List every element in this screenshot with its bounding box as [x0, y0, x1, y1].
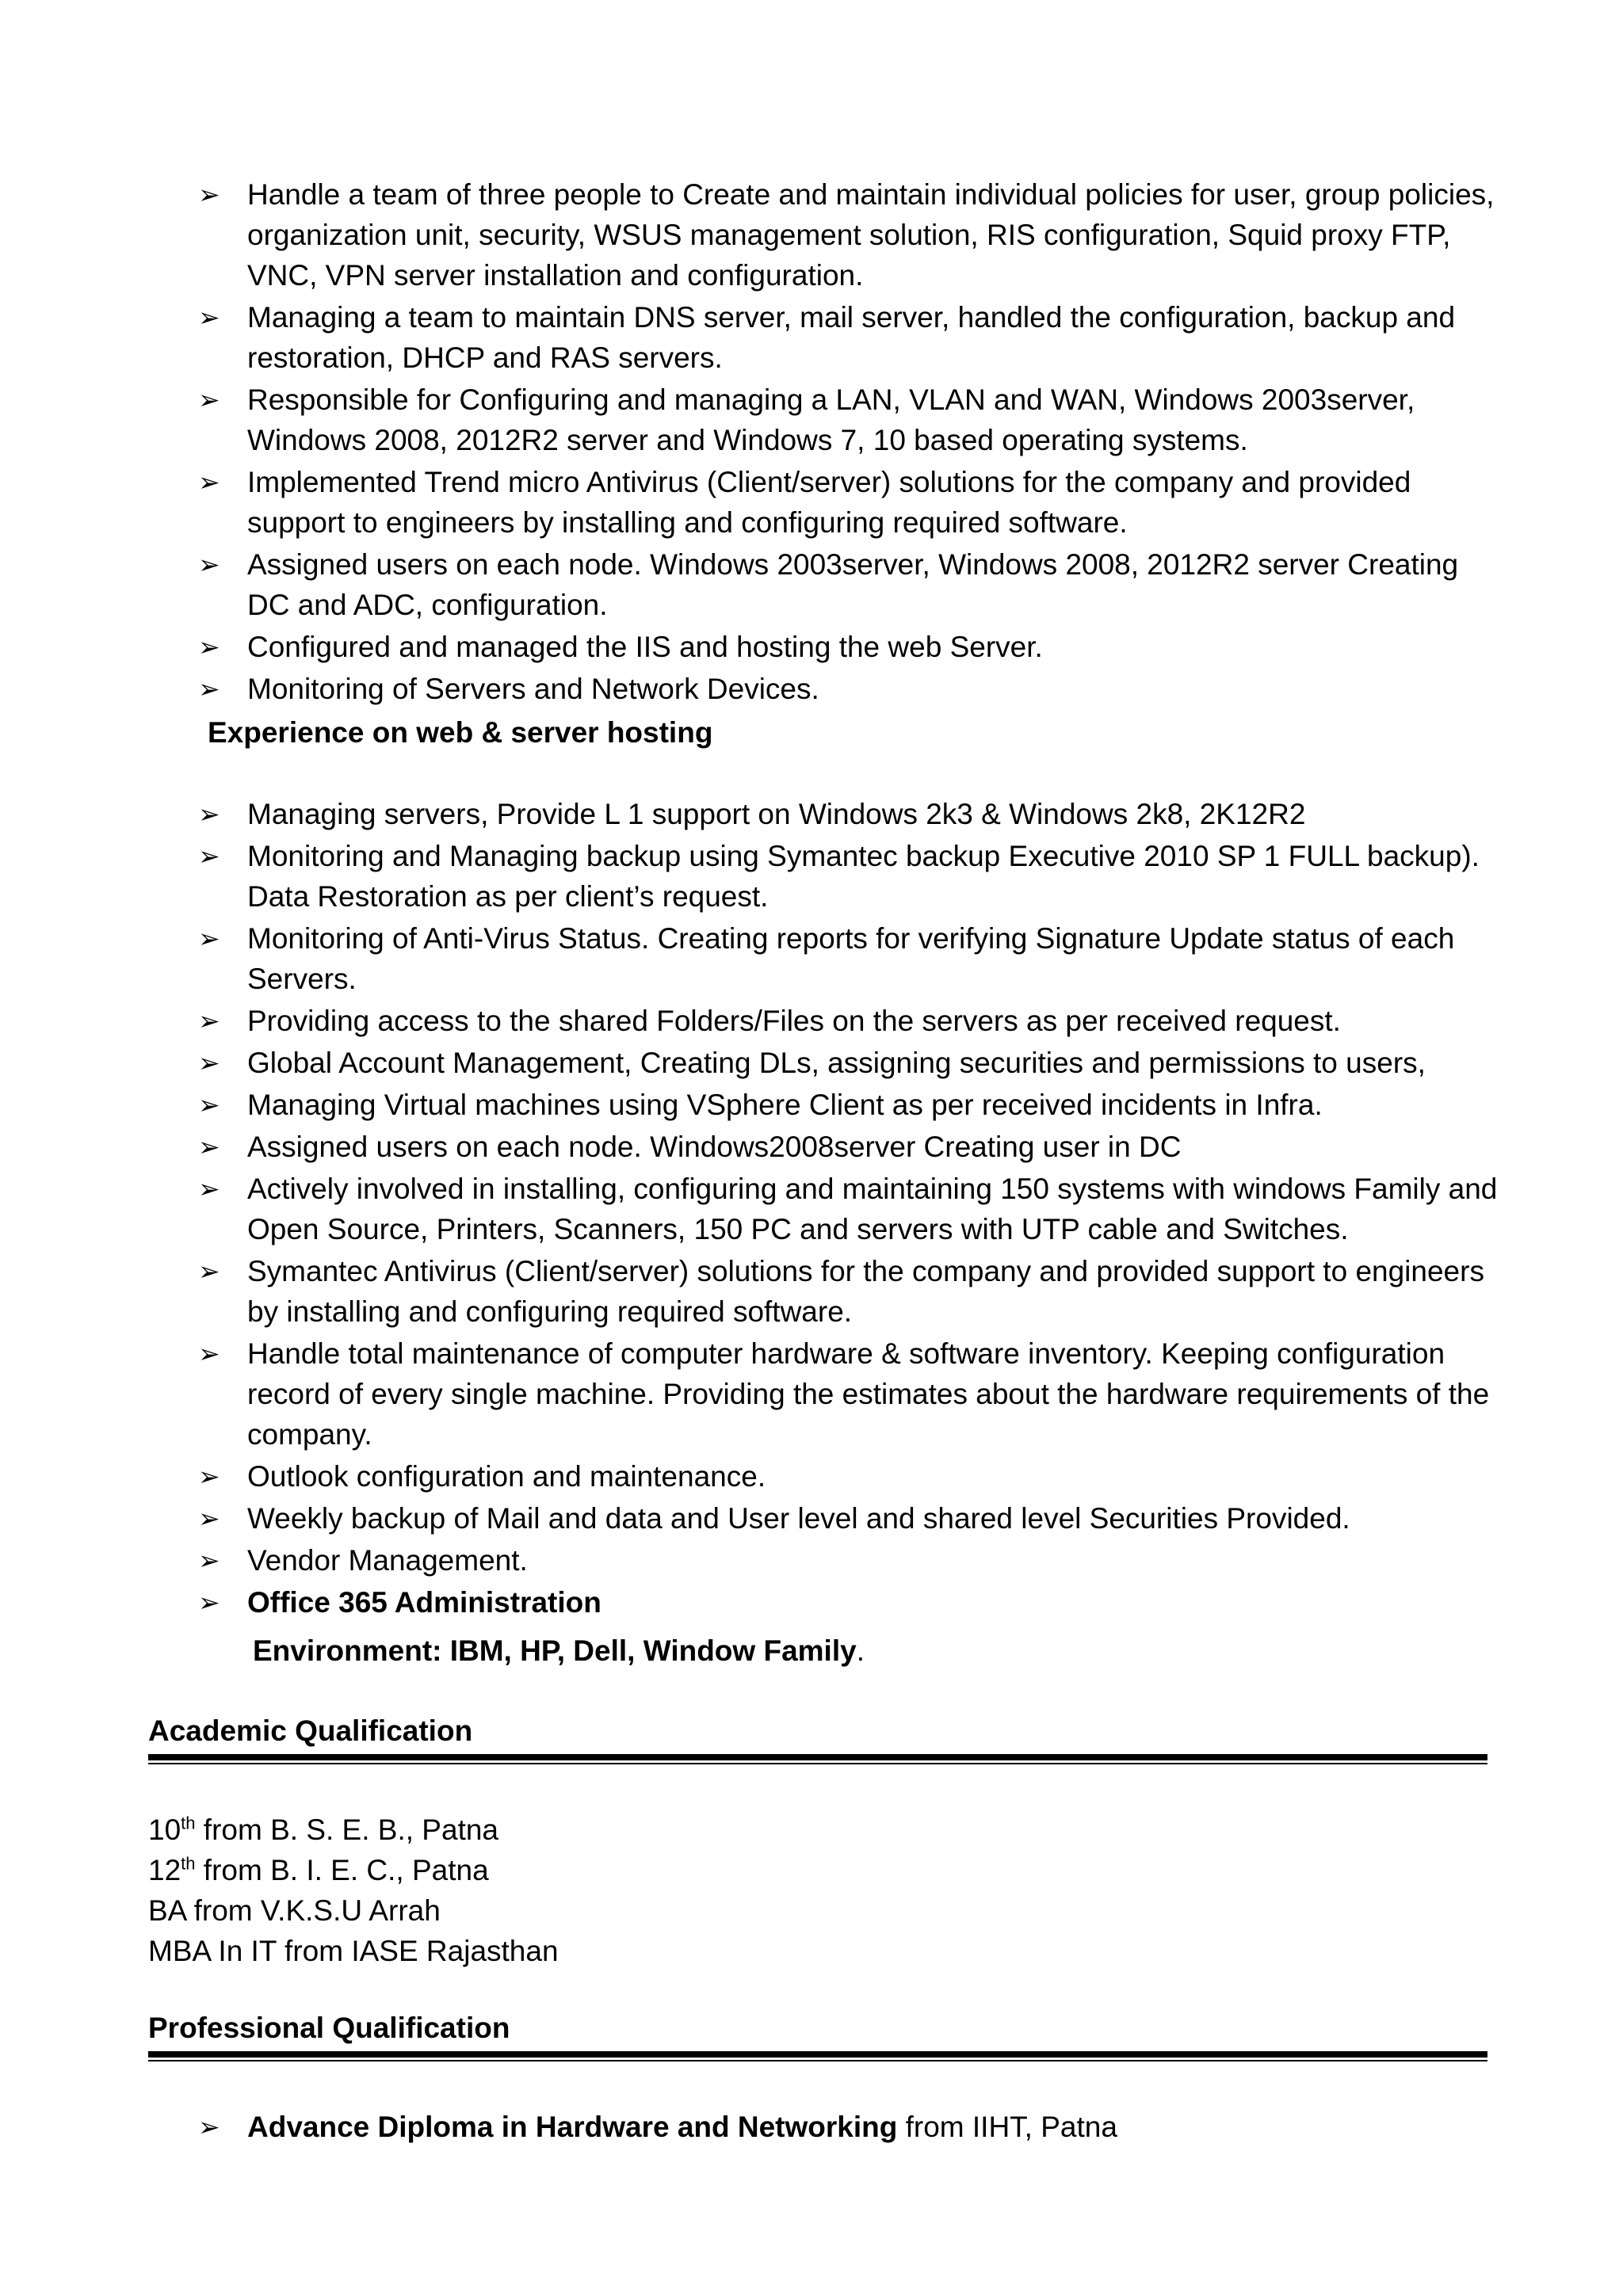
- list-item: [198, 1169, 1498, 1249]
- list-item: [148, 1850, 559, 1890]
- list-item: [198, 669, 1498, 709]
- qualification-prefix: MBA In IT from IASE Rajasthan: [148, 1935, 559, 1967]
- web-hosting-bullet-list: [198, 794, 1498, 1624]
- list-item: [148, 1890, 559, 1931]
- list-item: [198, 1456, 1498, 1497]
- arrow-bullet-icon: ➢: [198, 1462, 220, 1491]
- list-item: [198, 1540, 1498, 1581]
- list-item: [198, 1498, 1498, 1539]
- diploma-institute: from IIHT, Patna: [897, 2111, 1117, 2143]
- list-item: [198, 1251, 1498, 1332]
- arrow-bullet-icon: ➢: [198, 1588, 220, 1617]
- diploma-name: Advance Diploma in Hardware and Networking: [247, 2111, 898, 2143]
- bullet-text: Weekly backup of Mail and data and User level and shared level Securities Provided.: [247, 1502, 1350, 1535]
- section-divider: [148, 1754, 1487, 1764]
- bullet-text: Assigned users on each node. Windows2008server Creating user in DC: [247, 1131, 1182, 1163]
- list-item: [198, 1085, 1498, 1125]
- arrow-bullet-icon: ➢: [198, 303, 220, 332]
- ordinal-suffix: th: [181, 1853, 196, 1874]
- academic-qualification-list: [148, 1810, 559, 1971]
- bullet-text: Monitoring of Servers and Network Devices.: [247, 673, 819, 705]
- professional-qualification-list: [198, 2107, 1498, 2149]
- arrow-bullet-icon: ➢: [198, 632, 220, 662]
- qualification-prefix: 12: [148, 1854, 181, 1886]
- arrow-bullet-icon: ➢: [198, 1504, 220, 1533]
- bullet-text: Office 365 Administration: [247, 1586, 601, 1619]
- arrow-bullet-icon: ➢: [198, 841, 220, 871]
- bullet-text: Vendor Management.: [247, 1544, 528, 1577]
- arrow-bullet-icon: ➢: [198, 2112, 220, 2142]
- arrow-bullet-icon: ➢: [198, 385, 220, 414]
- arrow-bullet-icon: ➢: [198, 1546, 220, 1575]
- bullet-text: Providing access to the shared Folders/Files on the servers as per received request.: [247, 1005, 1341, 1037]
- arrow-bullet-icon: ➢: [198, 1090, 220, 1119]
- arrow-bullet-icon: ➢: [198, 924, 220, 953]
- list-item: [198, 544, 1498, 625]
- bullet-text: Handle a team of three people to Create and maintain individual policies for user, group policies, organization unit, security, WSUS management solution, RIS configuration, Squid proxy FTP, VNC, VPN server installation and configuration.: [247, 178, 1495, 292]
- list-item: [148, 1810, 559, 1850]
- ordinal-suffix: th: [181, 1813, 196, 1833]
- environment-line: [253, 1630, 865, 1671]
- arrow-bullet-icon: ➢: [198, 1174, 220, 1203]
- professional-qualification-title: Professional Qualification: [148, 2012, 510, 2044]
- bullet-text: Actively involved in installing, configuring and maintaining 150 systems with windows Family and Open Source, Printers, Scanners, 150 PC and servers with UTP cable and Switches.: [247, 1173, 1498, 1245]
- section-divider: [148, 2051, 1487, 2061]
- arrow-bullet-icon: ➢: [198, 1048, 220, 1077]
- bullet-text: Configured and managed the IIS and hosting the web Server.: [247, 631, 1043, 663]
- list-item: [198, 918, 1498, 999]
- qualification-prefix: 10: [148, 1814, 181, 1846]
- list-item: [198, 462, 1498, 543]
- arrow-bullet-icon: ➢: [198, 180, 220, 209]
- arrow-bullet-icon: ➢: [198, 674, 220, 704]
- bullet-text: Handle total maintenance of computer hardware & software inventory. Keeping configuration record of every single machine. Providing the estimates about the hardware requirements of the company.: [247, 1337, 1490, 1451]
- bullet-text: Managing Virtual machines using VSphere Client as per received incidents in Infra.: [247, 1089, 1323, 1121]
- bullet-text: Symantec Antivirus (Client/server) solutions for the company and provided support to engineers by installing and configuring required software.: [247, 1255, 1484, 1328]
- arrow-bullet-icon: ➢: [198, 1132, 220, 1161]
- arrow-bullet-icon: ➢: [198, 1339, 220, 1368]
- qualification-text: from B. I. E. C., Patna: [195, 1854, 489, 1886]
- arrow-bullet-icon: ➢: [198, 467, 220, 497]
- list-item: [198, 174, 1498, 296]
- bullet-text: Responsible for Configuring and managing a LAN, VLAN and WAN, Windows 2003server, Windows 2008, 2012R2 server and Windows 7, 10 based operating systems.: [247, 383, 1415, 456]
- bullet-text: Monitoring and Managing backup using Symantec backup Executive 2010 SP 1 FULL backup). Data Restoration as per client’s request.: [247, 840, 1480, 913]
- bullet-text: Monitoring of Anti-Virus Status. Creating reports for verifying Signature Update status of each Servers.: [247, 922, 1455, 995]
- list-item: [198, 1333, 1498, 1455]
- web-hosting-heading: Experience on web & server hosting: [208, 716, 713, 749]
- bullet-text: Managing servers, Provide L 1 support on Windows 2k3 & Windows 2k8, 2K12R2: [247, 798, 1306, 830]
- list-item: [198, 297, 1498, 378]
- environment-period: .: [856, 1634, 865, 1667]
- arrow-bullet-icon: ➢: [198, 1257, 220, 1286]
- environment-text: Environment: IBM, HP, Dell, Window Family: [253, 1634, 857, 1667]
- list-item: [198, 1043, 1498, 1083]
- arrow-bullet-icon: ➢: [198, 1006, 220, 1035]
- academic-qualification-title: Academic Qualification: [148, 1714, 473, 1747]
- bullet-text: Outlook configuration and maintenance.: [247, 1460, 766, 1493]
- arrow-bullet-icon: ➢: [198, 799, 220, 829]
- list-item: [198, 1127, 1498, 1167]
- list-item: [198, 379, 1498, 460]
- list-item: [148, 1931, 559, 1971]
- bullet-text: Assigned users on each node. Windows 2003server, Windows 2008, 2012R2 server Creating DC and ADC, configuration.: [247, 548, 1459, 621]
- bullet-text: Implemented Trend micro Antivirus (Client/server) solutions for the company and provided support to engineers by installing and configuring required software.: [247, 466, 1411, 539]
- qualification-prefix: BA from V.K.S.U Arrah: [148, 1894, 441, 1927]
- list-item: [198, 794, 1498, 834]
- bullet-text: Managing a team to maintain DNS server, mail server, handled the configuration, backup and restoration, DHCP and RAS servers.: [247, 301, 1456, 374]
- list-item: [198, 836, 1498, 917]
- arrow-bullet-icon: ➢: [198, 550, 220, 579]
- list-item: [198, 627, 1498, 667]
- experience-bullet-list: [198, 174, 1498, 711]
- qualification-text: from B. S. E. B., Patna: [195, 1814, 498, 1846]
- bullet-text: Global Account Management, Creating DLs, assigning securities and permissions to users,: [247, 1047, 1426, 1079]
- list-item: [198, 1582, 1498, 1623]
- list-item: [198, 1001, 1498, 1041]
- list-item: [198, 2107, 1498, 2147]
